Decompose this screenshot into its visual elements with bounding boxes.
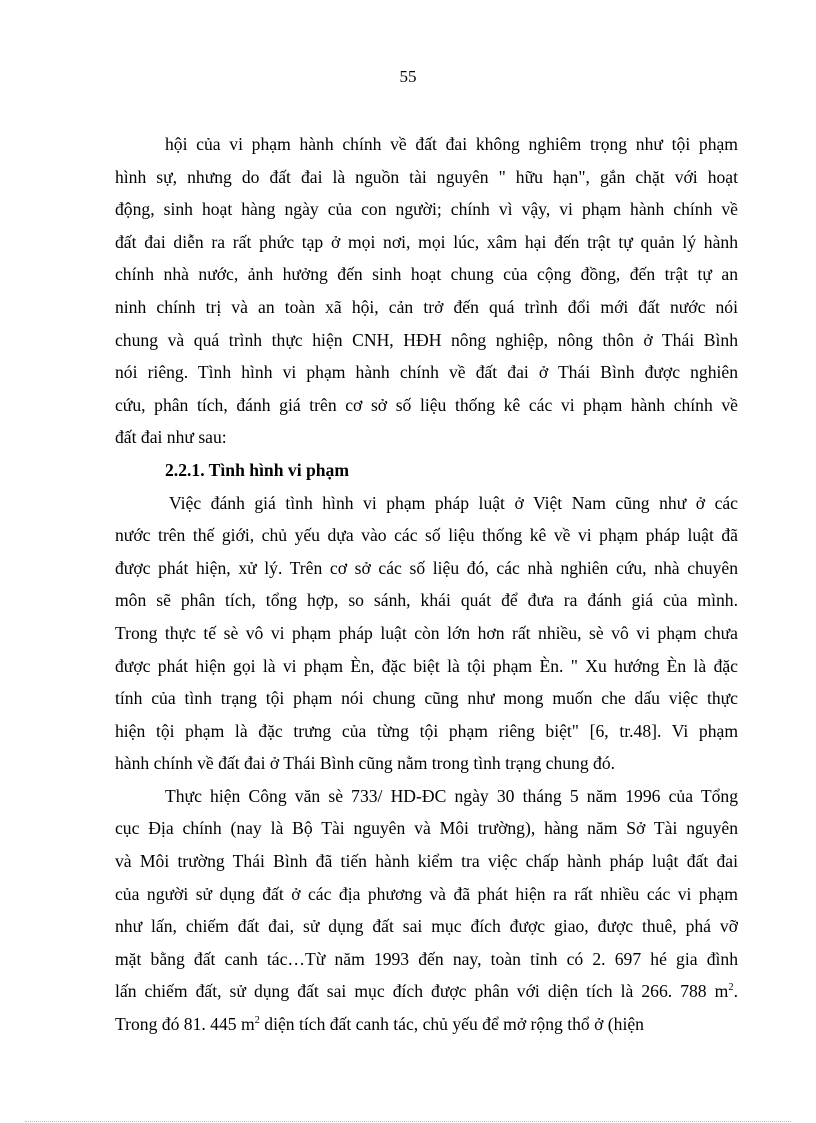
page-number: 55 [399, 67, 417, 86]
text-line: hội của vi phạm hành chính về đất đai không nghiêm trọng như tội phạm [165, 134, 738, 154]
text-line: môn sẽ phân tích, tổng hợp, so sánh, khái quát để đưa ra đánh giá của mình. [115, 590, 738, 611]
text-line: Thực hiện Công văn sè 733/ HD-ĐC ngày 30 tháng 5 năm 1996 của Tổng [165, 785, 738, 806]
paragraph-violation-assessment [115, 487, 738, 780]
paragraph-intro-continuation [115, 128, 738, 454]
text-line [115, 975, 738, 1008]
text-line: ninh chính trị và an toàn xã hội, cản trở đến quá trình đổi mới đất nước nói [115, 296, 738, 317]
superscript: 2 [728, 982, 734, 994]
text-line: của người sử dụng đất ở các địa phương và đã phát hiện ra rất nhiều các vi phạm [115, 883, 738, 904]
text-line: hành chính về đất đai ở Thái Bình cũng nằm trong tình trạng chung đó. [115, 753, 616, 774]
text-line: Trong thực tế sè vô vi phạm pháp luật còn lớn hơn rất nhiều, sè vô vi phạm chưa [115, 622, 738, 643]
text-line: được phát hiện gọi là vi phạm Èn, đặc biệt là tội phạm Èn. " Xu hướng Èn là đặc [115, 655, 738, 676]
text-line: được phát hiện, xử lý. Trên cơ sở các số liệu đó, các nhà nghiên cứu, nhà chuyên [115, 557, 738, 578]
text-segment: . [733, 981, 738, 1002]
text-line: động, sinh hoạt hàng ngày của con người; chính vì vậy, vi phạm hành chính về [115, 199, 738, 220]
text-line [115, 1008, 738, 1041]
text-line: cứu, phân tích, đánh giá trên cơ sở số liệu thống kê các vi phạm hành chính về [115, 394, 738, 415]
text-line: hiện tội phạm là đặc trưng của từng tội phạm riêng biệt" [6, tr.48]. Vi phạm [115, 720, 738, 741]
text-segment: diện tích đất canh tác, chủ yếu để mở rộng thổ ở (hiện [259, 1014, 644, 1035]
superscript: 2 [254, 1015, 260, 1027]
text-line: hình sự, nhưng do đất đai là nguồn tài nguyên " hữu hạn", gắn chặt với hoạt [115, 166, 738, 187]
body-text [115, 128, 738, 1041]
text-line: mặt bằng đất canh tác…Từ năm 1993 đến nay, toàn tỉnh có 2. 697 hé gia đình [115, 948, 738, 969]
text-line: Việc đánh giá tình hình vi phạm pháp luật ở Việt Nam cũng như ở các [169, 492, 738, 513]
text-line: tính của tình trạng tội phạm nói chung cũng như mong muốn che dấu việc thực [115, 688, 738, 709]
text-line: đất đai như sau: [115, 427, 227, 448]
text-line: cục Địa chính (nay là Bộ Tài nguyên và Môi trường), hàng năm Sở Tài nguyên [115, 818, 738, 839]
text-segment: lấn chiếm đất, sử dụng đất sai mục đích được phân với diện tích là 266. 788 m [115, 981, 729, 1002]
text-line: nói riêng. Tình hình vi phạm hành chính về đất đai ở Thái Bình được nghiên [115, 362, 738, 383]
section-heading: 2.2.1. Tình hình vi phạm [165, 459, 350, 480]
text-line: và Môi trường Thái Bình đã tiến hành kiểm tra việc chấp hành pháp luật đất đai [115, 851, 738, 872]
text-segment: Trong đó 81. 445 m [115, 1014, 255, 1035]
text-line: đất đai diễn ra rất phức tạp ở mọi nơi, mọi lúc, xâm hại đến trật tự quản lý hành [115, 231, 738, 252]
text-line: chính nhà nước, ảnh hưởng đến sinh hoạt chung của cộng đồng, đến trật tự an [115, 264, 738, 285]
paragraph-implementation [115, 780, 738, 1041]
page-bottom-divider [25, 1121, 791, 1122]
text-line: chung và quá trình thực hiện CNH, HĐH nông nghiệp, nông thôn ở Thái Bình [115, 329, 738, 350]
text-line: nước trên thế giới, chủ yếu dựa vào các số liệu thống kê về vi phạm pháp luật đã [115, 525, 738, 546]
text-line: như lấn, chiếm đất đai, sử dụng đất sai mục đích được giao, được thuê, phá vỡ [115, 916, 738, 937]
